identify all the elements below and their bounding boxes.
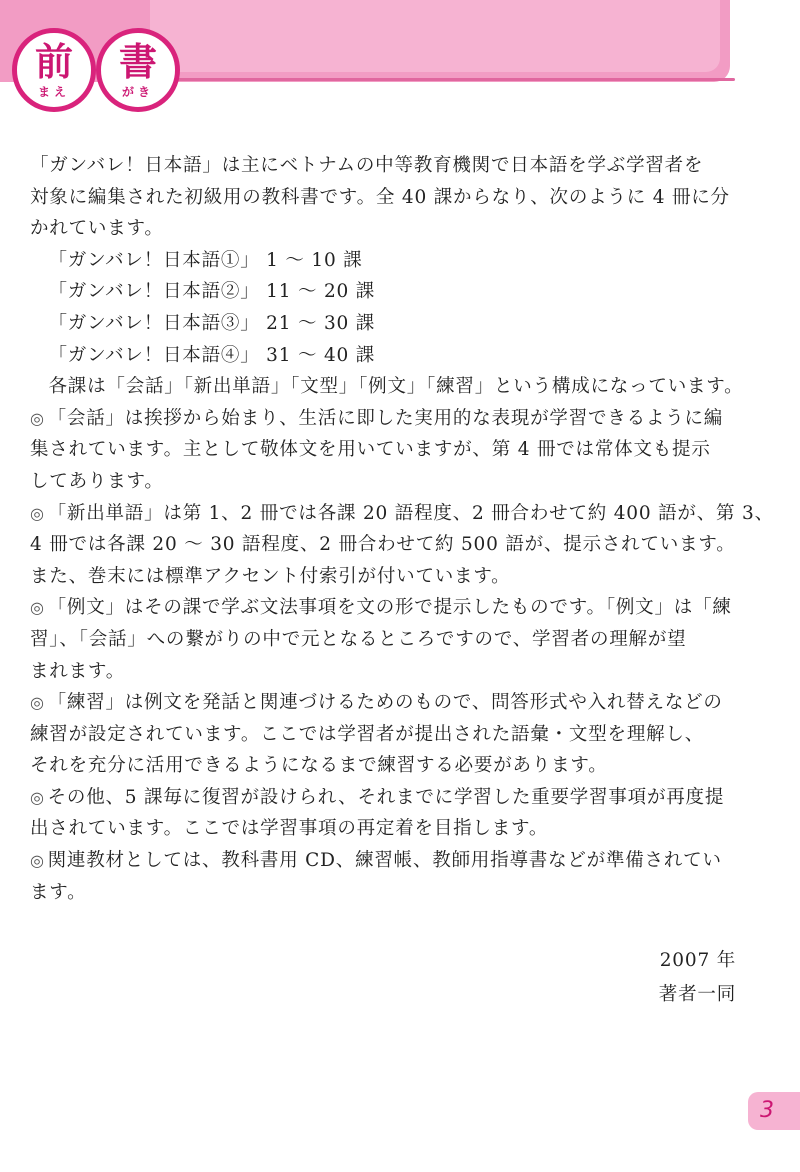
bullet-line <box>30 687 750 719</box>
bullet-icon: ◎ <box>30 787 45 807</box>
signature-author: 著者一同 <box>658 984 736 1005</box>
title-kanji: 書 <box>118 40 157 84</box>
text-line: それを充分に活用できるようになるまで練習する必要があります。 <box>30 755 608 777</box>
volume-line: 「ガンバレ！日本語①」 1 〜 10 課 <box>48 249 363 271</box>
title-ruby: がき <box>121 85 154 99</box>
text-line: 練習が設定されています。ここでは学習者が提出された語彙・文型を理解し、 <box>30 723 705 745</box>
text-line: 習」、「会話」への繋がりの中で元となるところですので、学習者の理解が望 <box>30 628 687 650</box>
text-line: 集されています。主として敬体文を用いていますが、第 4 冊では常体文も提示 <box>30 439 711 461</box>
text-line: 関連教材としては、教科書用 CD、練習帳、教師用指導書などが準備されてい <box>47 850 722 872</box>
text-line: 「例文」はその課で学ぶ文法事項を文の形で提示したものです。「例文」は「練 <box>47 597 732 619</box>
volume-line: 「ガンバレ！日本語③」 21 〜 30 課 <box>48 312 376 334</box>
text-line: まれます。 <box>30 660 126 682</box>
volume-line: 「ガンバレ！日本語②」 11 〜 20 課 <box>48 281 376 303</box>
text-line: 出されています。ここでは学習事項の再定着を目指します。 <box>30 818 549 840</box>
preface-body <box>30 150 774 908</box>
title-kanji: 前 <box>34 40 73 84</box>
header-divider <box>150 78 735 81</box>
bullet-line <box>30 403 750 435</box>
header-banner-highlight <box>150 0 720 72</box>
text-line: 「ガンバレ！日本語」は主にベトナムの中等教育機関で日本語を学ぶ学習者を <box>30 155 704 176</box>
text-line: 各課は「会話」「新出単語」「文型」「例文」「練習」という構成になっています。 <box>48 376 744 398</box>
text-line: ます。 <box>30 881 87 903</box>
title-badge-mae <box>12 28 96 112</box>
volume-line: 「ガンバレ！日本語④」 31 〜 40 課 <box>48 344 376 366</box>
bullet-icon: ◎ <box>30 851 45 871</box>
title-badge-gaki <box>96 28 180 112</box>
bullet-icon: ◎ <box>30 408 45 428</box>
title-ruby: まえ <box>37 85 70 99</box>
bullet-icon: ◎ <box>30 503 45 523</box>
bullet-line <box>30 845 750 877</box>
bullet-line <box>30 498 774 530</box>
page-number: 3 <box>748 1092 800 1130</box>
text-line: 対象に編集された初級用の教科書です。全 40 課からなり、次のように 4 冊に分 <box>30 186 730 208</box>
bullet-icon: ◎ <box>30 598 45 618</box>
text-line: また、巻末には標準アクセント付索引が付いています。 <box>30 565 511 587</box>
signature <box>659 944 736 1012</box>
signature-year: 2007 年 <box>659 950 736 971</box>
text-line: かれています。 <box>30 218 164 240</box>
text-line: 4 冊では各課 20 〜 30 語程度、2 冊合わせて約 500 語が、提示されています。 <box>30 534 736 556</box>
text-line: 「新出単語」は第 1、2 冊では各課 20 語程度、2 冊合わせて約 400 語が、第 3、 <box>47 502 774 524</box>
text-line: 「会話」は挨拶から始まり、生活に即した実用的な表現が学習できるように編 <box>47 407 724 429</box>
text-line: してあります。 <box>30 470 164 492</box>
text-line: その他、5 課毎に復習が設けられ、それまでに学習した重要学習事項が再度提 <box>47 786 725 808</box>
bullet-line <box>30 782 750 814</box>
bullet-icon: ◎ <box>30 693 45 713</box>
bullet-line <box>30 592 750 624</box>
text-line: 「練習」は例文を発話と関連づけるためのもので、問答形式や入れ替えなどの <box>47 692 723 714</box>
